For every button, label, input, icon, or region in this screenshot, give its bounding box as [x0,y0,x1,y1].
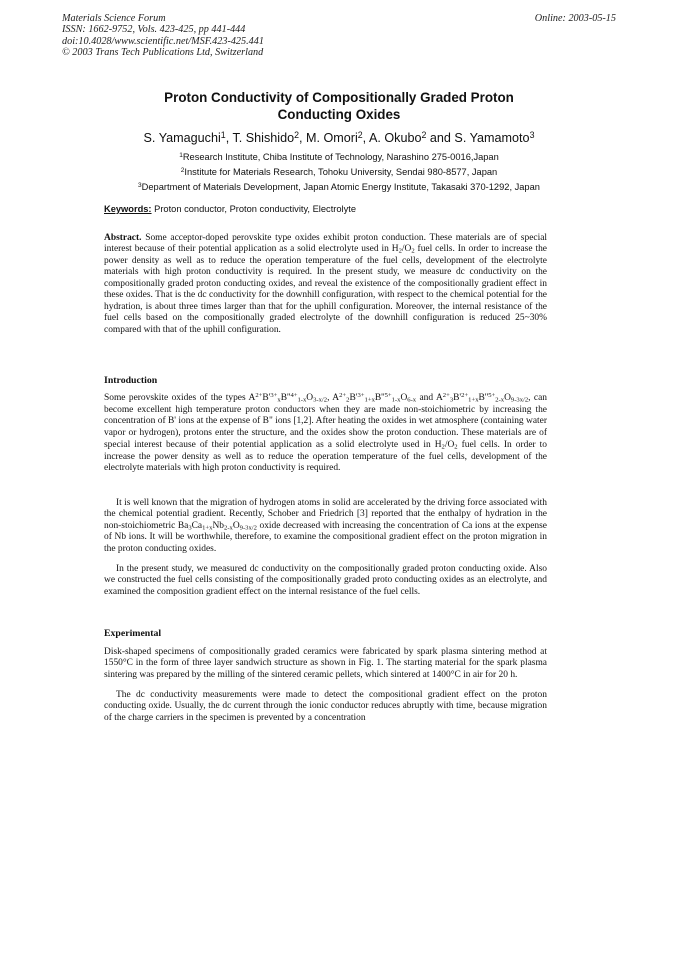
experimental-paragraph-1: Disk-shaped specimens of compositionally graded ceramics were fabricated by spark plasma sintering method at 1550°C in the form of three layer sandwich structure as shown in Fig. 1. The starting material for the spark plasma sintering was prepared by the milling of the sintered ceramic pellets, which sintered at 1400°C in air for 20 h. [104,647,547,680]
affiliation: $^1$Research Institute, Chiba Institute of Technology, Narashino 275-0016,Japan [179,152,499,162]
author: T. Shishido$^2$, [232,130,306,145]
experimental-paragraph-2: The dc conductivity measurements were made to detect the compositional gradient effect on the proton conducting oxide. Usually, the dc current through the ionic conductor reduces abruptly with time, because migration of the charge carriers in the specimen is prevented by a concentration [104,690,547,723]
paper-title [110,89,568,123]
abstract: Abstract. Some acceptor-doped perovskite type oxides exhibit proton conduction. These materials are of special interest because of their potential application as a solid electrolyte used in $H_2/O_2$ fuel cells. In order to increase the power density as well as to reduce the operation temperature of the fuel cells, development of the electrolyte materials with high proton conductivity is required. In the present study, we measure dc conductivity on the compositionally graded proton conducting oxides, and reveal the existence of the compositionally gradient effect in these oxides. That is the dc conductivity for the downhill configuration, with respect to the chemical potential for the hydration, is about three times larger than that for the uphill configuration. Moreover, the internal resistance of the fuel cells based on the compositionally graded electrolyte of the downhill configuration is reduced 25~30% compared with that of the uphill configuration. [104,233,548,335]
online-date: Online: 2003-05-15 [534,13,616,24]
journal-header [62,13,264,59]
author: A. Okubo$^2$ and [368,130,455,145]
experimental-heading: Experimental [104,628,162,639]
abstract-label: Abstract. [104,233,142,243]
author: S. Yamamoto$^3$ [454,130,535,145]
affiliation: $^3$Department of Materials Development, Japan Atomic Energy Institute, Takasaki 370-1292, Japan [138,182,540,192]
keywords-text: Proton conductor, Proton conductivity, Electrolyte [154,204,357,214]
affiliation: $^2$Institute for Materials Research, Tohoku University, Sendai 980-8577, Japan [180,167,498,177]
keywords [104,204,356,214]
title-line-1: Proton Conductivity of Compositionally Graded Proton [164,90,514,105]
author: S. Yamaguchi$^1$, [143,130,233,145]
doi-link[interactable]: doi:10.4028/www.scientific.net/MSF.423-425.441 [62,35,264,47]
keywords-label: Keywords: [104,204,152,214]
author-list [60,130,618,146]
copyright-line: © 2003 Trans Tech Publications Ltd, Switzerland [62,47,264,59]
introduction-paragraph-1: Some perovskite oxides of the types $A^{2+}B'^{3+}_xB''^{4+}_{1-x}O_{3-x/2}$, $A^{2+}_2B'^{3+}_{1+x}B''^{5+}_{1-x}O_{6-x}$ and $A^{2+}_3B'^{2+}_{1+x}B''^{5+}_{2-x}O_{9-3x/2}$, can become excellent high temperature proton conductors when they are made non-stoichiometric by increasing the concentration of B' ions at the expense of B" ions [1,2]. After heating the oxides in wet atmosphere (containing water vapor or hydrogen), protons enter the structure, and the oxides show the proton conduction. These materials are of special interest because of their potential application as a solid electrolyte used in $H_2/O_2$ fuel cells. In order to increase the power density as well as to reduce the operation temperature of the fuel cells, development of the electrolyte materials with high proton conductivity is required. [104,392,548,474]
issn-line: ISSN: 1662-9752, Vols. 423-425, pp 441-444 [62,24,246,36]
introduction-heading: Introduction [104,375,158,386]
author: M. Omori$^2$, [305,130,369,145]
introduction-paragraph-2: It is well known that the migration of hydrogen atoms in solid are accelerated by the driving force associated with the chemical potential gradient. Recently, Schober and Friedrich [3] reported that the enthalpy of hydration in the non-stoichiometric $Ba_3Ca_{1+x}Nb_{2-x}O_{9-3x/2}$ oxide decreased with increasing the concentration of Ca ions at the expense of Nb ions. It will be worthwhile, therefore, to examine the compositional gradient effect on the proton migration in the proton conducting oxides. [104,498,547,554]
introduction-paragraph-3: In the present study, we measured dc conductivity on the compositionally graded proton conducting oxide. Also we constructed the fuel cells consisting of the compositionally graded proto conducting oxides as an electrolyte, and examined the composition gradient effect on the internal resistance of the fuel cells. [104,564,547,597]
journal-name: Materials Science Forum [62,13,166,24]
title-line-2: Conducting Oxides [277,107,401,122]
affiliation-list [60,150,618,195]
